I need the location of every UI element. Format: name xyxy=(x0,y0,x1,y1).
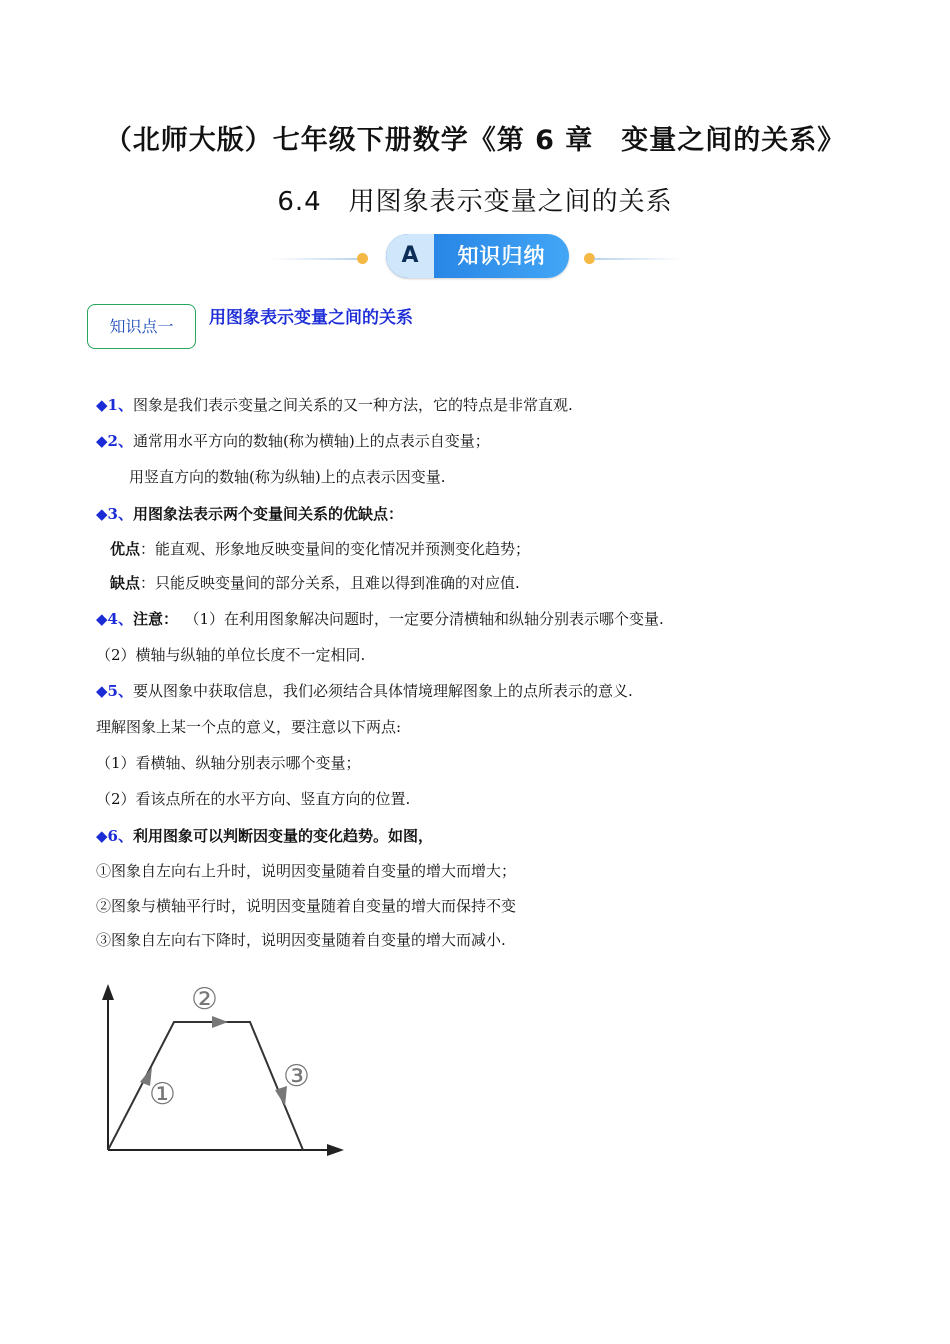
flat-arrow xyxy=(212,1016,228,1028)
item-1-text: 图象是我们表示变量之间关系的又一种方法，它的特点是非常直观. xyxy=(132,396,573,414)
item-2-text: 通常用水平方向的数轴(称为横轴)上的点表示自变量； xyxy=(132,432,490,450)
item-3-text: 用图象法表示两个变量间关系的优缺点： xyxy=(132,505,403,523)
banner-right-line xyxy=(594,258,682,260)
item-6-text: 利用图象可以判断因变量的变化趋势。如图， xyxy=(132,827,433,845)
disadvantages-label: 缺点 xyxy=(110,574,141,592)
advantages-label: 优点 xyxy=(110,540,141,558)
item-4-marker: ◆4、 xyxy=(96,610,133,628)
section-title: 6.4 用图象表示变量之间的关系 xyxy=(277,187,673,217)
item-6-line3: ②图象与横轴平行时，说明因变量随着自变量的增大而保持不变 xyxy=(96,897,517,915)
item-5 xyxy=(96,680,633,701)
item-5-text: 要从图象中获取信息，我们必须结合具体情境理解图象上的点所表示的意义. xyxy=(132,682,633,700)
label-1: ① xyxy=(149,1077,176,1112)
item-3 xyxy=(96,503,403,524)
banner-letter: A xyxy=(386,234,434,278)
advantages-text: ：能直观、形象地反映变量间的变化情况并预测变化趋势； xyxy=(140,540,531,558)
item-2-line2: 用竖直方向的数轴(称为纵轴)上的点表示因变量. xyxy=(129,468,446,486)
x-axis-arrow xyxy=(327,1144,344,1156)
item-2-marker: ◆2、 xyxy=(96,432,133,450)
page-title: （北师大版）七年级下册数学《第 6 章 变量之间的关系》 xyxy=(104,125,846,156)
banner-label: 知识归纳 xyxy=(457,244,546,268)
disadvantages-text: ：只能反映变量间的部分关系，且难以得到准确的对应值. xyxy=(140,574,520,592)
item-1-marker: ◆1、 xyxy=(96,396,133,414)
item-6-marker: ◆6、 xyxy=(96,827,133,845)
item-5-line2: 理解图象上某一个点的意义，要注意以下两点: xyxy=(96,718,402,736)
item-5-line4: （2）看该点所在的水平方向、竖直方向的位置. xyxy=(96,790,411,808)
label-2: ② xyxy=(191,982,218,1017)
item-3-advantages xyxy=(110,538,530,559)
item-1 xyxy=(96,394,573,415)
knowledge-point-title: 用图象表示变量之间的关系 xyxy=(209,308,413,328)
item-6-line4: ③图象自左向右下降时，说明因变量随着自变量的增大而减小. xyxy=(96,931,506,949)
item-3-disadvantages xyxy=(110,572,520,593)
item-6-line2: ①图象自左向右上升时，说明因变量随着自变量的增大而增大； xyxy=(96,862,517,880)
section-banner xyxy=(386,234,569,278)
label-3: ③ xyxy=(283,1059,310,1094)
item-2 xyxy=(96,430,490,451)
item-5-line3: （1）看横轴、纵轴分别表示哪个变量； xyxy=(96,754,361,772)
banner-left-line xyxy=(272,258,360,260)
item-5-marker: ◆5、 xyxy=(96,682,133,700)
banner-left-dot xyxy=(357,253,368,264)
knowledge-point-tag: 知识点一 xyxy=(87,304,196,349)
item-3-marker: ◆3、 xyxy=(96,505,133,523)
item-4-line2: （2）横轴与纵轴的单位长度不一定相同. xyxy=(96,646,366,664)
trend-figure xyxy=(96,978,356,1168)
item-4-text: （1）在利用图象解决问题时，一定要分清横轴和纵轴分别表示哪个变量. xyxy=(192,610,664,628)
y-axis-arrow xyxy=(102,984,114,1000)
trend-line xyxy=(108,1022,303,1150)
item-4 xyxy=(96,608,664,629)
item-4-label: 注意： xyxy=(132,610,178,628)
item-6 xyxy=(96,825,433,846)
